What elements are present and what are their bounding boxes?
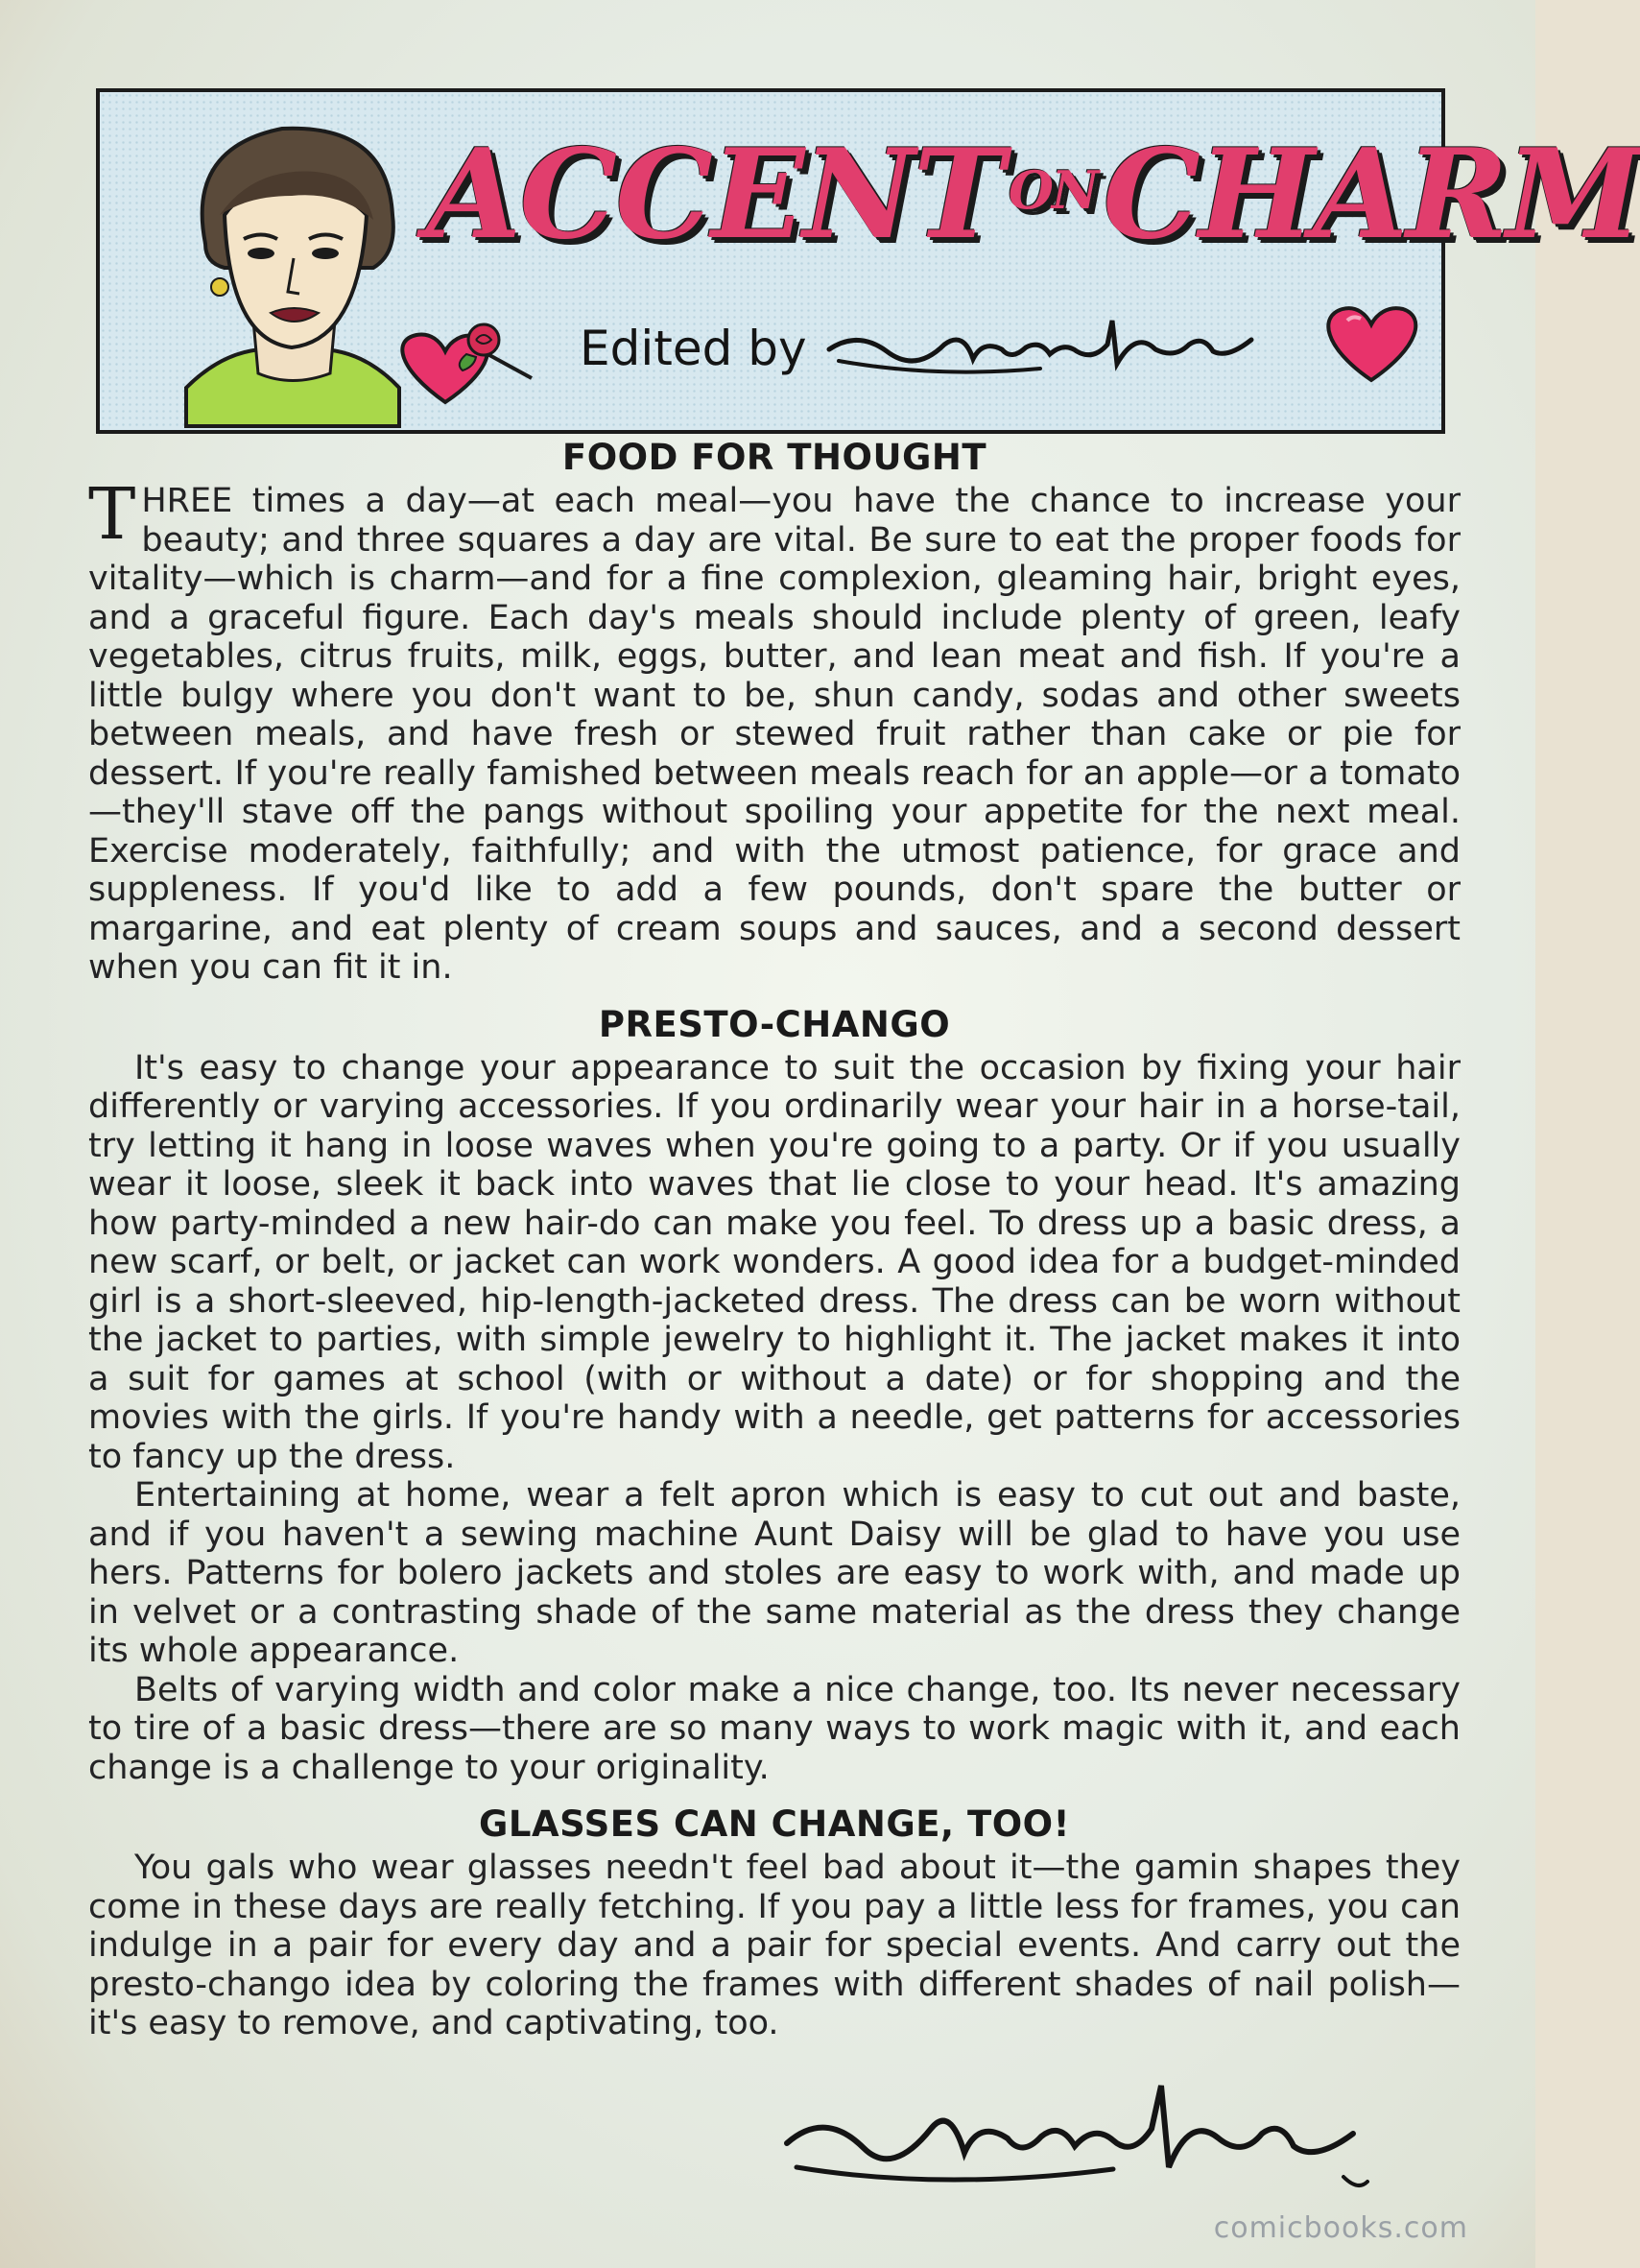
edited-by-label: Edited by xyxy=(580,320,807,376)
edited-by-line xyxy=(580,292,1405,397)
heart-rose-icon xyxy=(388,311,551,417)
section-heading-food: FOOD FOR THOUGHT xyxy=(561,437,987,478)
presto-paragraph-1: It's easy to change your appearance to suit the occasion by fixing your hair differently or varying accessories. If you ordinarily wear your hair in a horse-tail, try letting it hang in loose waves when you're going to a party. Or if you usually wear it loose, sleek it back into waves that lie close to your head. It's amazing how party-minded a new hair-do can make you feel. To dress up a basic dress, a new scarf, or belt, or jacket can work wonders. A good idea for a budget-minded girl is a short-sleeved, hip-length-jacketed dress. The dress can be worn without the jacket to parties, with simple jewelry to highlight it. The jacket makes it into a suit for games at school (with or without a date) or for shopping and the movies with the girls. If you're handy with a needle, get patterns for accessories to fancy up the dress. xyxy=(88,1048,1461,1476)
food-paragraph xyxy=(88,473,1461,988)
title-word-accent: ACCENT xyxy=(426,123,1003,267)
title-word-on: ON xyxy=(1008,159,1098,221)
watermark: comicbooks.com xyxy=(1213,2211,1468,2245)
editor-signature-icon xyxy=(820,292,1261,397)
section-heading-presto: PRESTO-CHANGO xyxy=(598,1003,951,1045)
header-banner xyxy=(96,88,1640,434)
article-body xyxy=(88,434,1461,2043)
glasses-paragraph: You gals who wear glasses needn't feel bad about it—the gamin shapes they come in these days are really fetching. If you pay a little less for frames, you can indulge in a pair for every day and a pair for special events. And carry out the presto-chango idea by coloring the frames with different shades of nail polish—it's easy to remove, and captivating, too. xyxy=(88,1849,1461,2042)
heart-icon xyxy=(1319,292,1424,388)
drop-cap: T xyxy=(88,473,136,556)
food-paragraph-text: HREE times a day—at each meal—you have the chance to increase your beauty; and three squares a day are vital. Be sure to eat the proper foods for vitality—which is charm—and for a fine complexion, gleaming hair, bright eyes, and a graceful figure. Each day's meals should include plenty of green, leafy vegetables, citrus fruits, milk, eggs, butter, and lean meat and fish. If you're a little bulgy where you don't want to be, shun candy, sodas and other sweets between meals, and have fresh or stewed fruit rather than cake or pie for dessert. If you're really famished between meals reach for an apple—or a tomato—they'll stave off the pangs without spoiling your appetite for the next meal. Exercise moderately, faithfully; and with the utmost patience, for grace and suppleness. If you'd like to add a few pounds, don't spare the butter or margarine, and eat plenty of cream soups and sauces, and a second dessert when you can fit it in. xyxy=(88,482,1461,987)
page-title xyxy=(426,113,1640,276)
closing-signature-icon xyxy=(768,2062,1382,2215)
section-heading-glasses: GLASSES CAN CHANGE, TOO! xyxy=(479,1803,1070,1845)
presto-paragraph-2: Entertaining at home, wear a felt apron which is easy to cut out and baste, and if you haven't a sewing machine Aunt Daisy will be glad to have you use hers. Patterns for bolero jackets and stoles are easy to work with, and made up in velvet or a contrasting shade of the same material as the dress they change its whole appearance. xyxy=(88,1476,1461,1670)
presto-paragraph-3: Belts of varying width and color make a nice change, too. Its never necessary to tire of a basic dress—there are so many ways to work magic with it, and each change is a challenge to your originality. xyxy=(88,1670,1461,1787)
title-word-charm: CHARM xyxy=(1103,123,1640,267)
